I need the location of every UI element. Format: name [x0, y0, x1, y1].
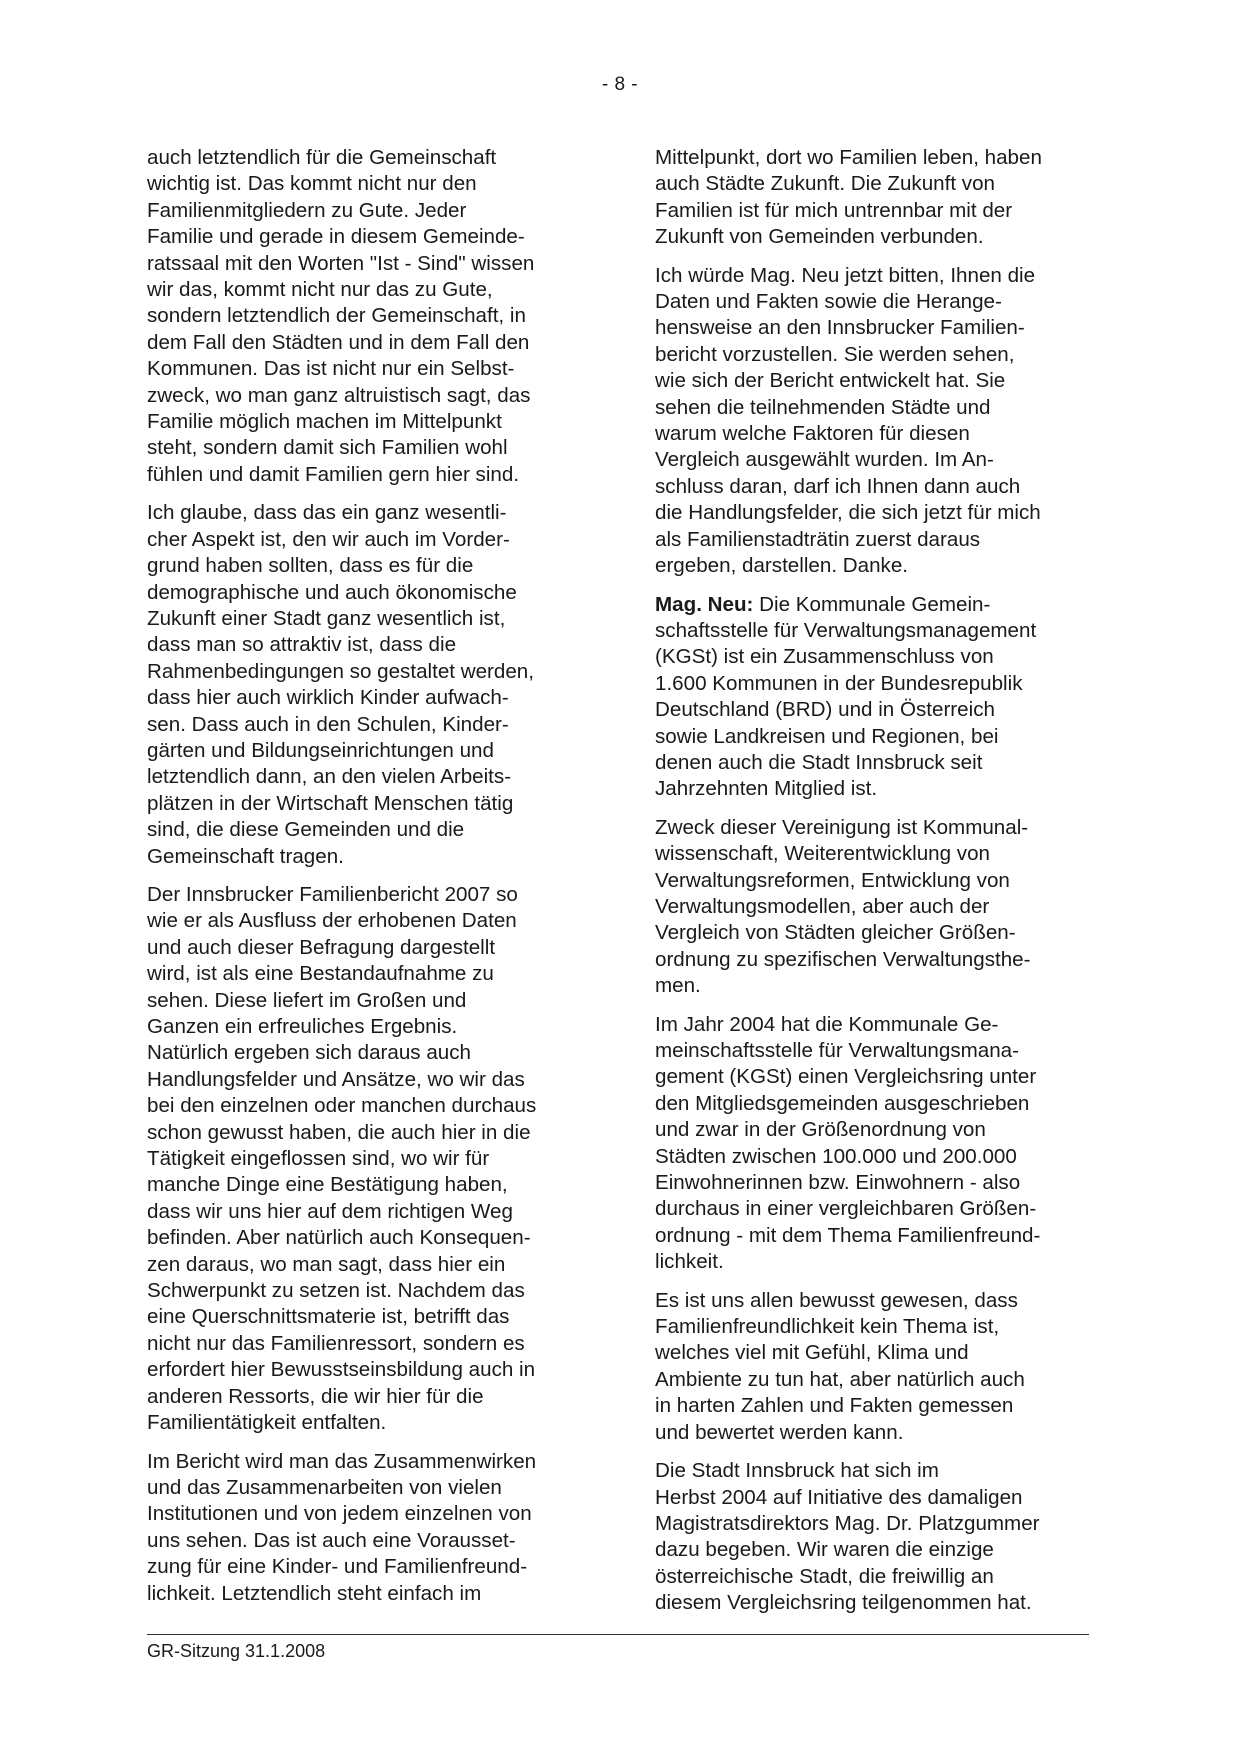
- paragraph: auch letztendlich für die Gemeinschaft wichtig ist. Das kommt nicht nur den Familienmitgliedern zu Gute. Jeder Familie und gerade in diesem Gemeinde- ratssaal mit den Worten "Ist - Sind" wissen wir das, kommt nicht nur das zu Gute, sondern letztendlich der Gemeinschaft, in dem Fall den Städten und in dem Fall den Kommunen. Das ist nicht nur ein Selbst- zweck, wo man ganz altruistisch sagt, das Familie möglich machen im Mittelpunkt steht, sondern damit sich Familien wohl fühlen und damit Familien gern hier sind.: [147, 146, 535, 486]
- right-column: [655, 145, 1100, 1629]
- speaker-paragraph: [655, 592, 1100, 803]
- paragraph: Die Stadt Innsbruck hat sich im Herbst 2004 auf Initiative des damaligen Magistratsdirektors Mag. Dr. Platzgummer dazu begeben. Wir waren die einzige österreichische Stadt, die freiwillig an diesem Vergleichsring teilgenommen hat.: [655, 1459, 1040, 1615]
- footer-text: GR-Sitzung 31.1.2008: [147, 1641, 326, 1661]
- left-column: [147, 145, 592, 1619]
- paragraph: Ich würde Mag. Neu jetzt bitten, Ihnen die Daten und Fakten sowie die Herange- hensweise an den Innsbrucker Familien- bericht vorzustellen. Sie werden sehen, wie sich der Bericht entwickelt hat. Sie sehen die teilnehmenden Städte und warum welche Faktoren für diesen Vergleich ausgewählt wurden. Im An- schluss daran, darf ich Ihnen dann auch die Handlungsfelder, die sich jetzt für mich als Familienstadträtin zuerst daraus ergeben, darstellen. Danke.: [655, 263, 1041, 578]
- paragraph: Mittelpunkt, dort wo Familien leben, haben auch Städte Zukunft. Die Zukunft von Familien ist für mich untrennbar mit der Zukunft von Gemeinden verbunden.: [655, 146, 1042, 249]
- paragraph: Es ist uns allen bewusst gewesen, dass Familienfreundlichkeit kein Thema ist, welches viel mit Gefühl, Klima und Ambiente zu tun hat, aber natürlich auch in harten Zahlen und Fakten gemessen und bewertet werden kann.: [655, 1288, 1025, 1444]
- paragraph: Im Bericht wird man das Zusammenwirken und das Zusammenarbeiten von vielen Institutionen und von jedem einzelnen von uns sehen. Das ist auch eine Vorausset- zung für eine Kinder- und Familienfreund- lichkeit. Letztendlich steht einfach im: [147, 1449, 537, 1605]
- paragraph: Ich glaube, dass das ein ganz wesentli- cher Aspekt ist, den wir auch im Vorder- grund haben sollten, dass es für die demographische und auch ökonomische Zukunft einer Stadt ganz wesentlich ist, dass man so attraktiv ist, dass die Rahmenbedingungen so gestaltet werden, dass hier auch wirklich Kinder aufwach- sen. Dass auch in den Schulen, Kinder- gärten und Bildungseinrichtungen und letztendlich dann, an den vielen Arbeits- plätzen in der Wirtschaft Menschen tätig sind, die diese Gemeinden und die Gemeinschaft tragen.: [147, 501, 534, 868]
- paragraph: Zweck dieser Vereinigung ist Kommunal- wissenschaft, Weiterentwicklung von Verwaltungsreformen, Entwicklung von Verwaltungsmodellen, aber auch der Vergleich von Städten gleicher Größen- ordnung zu spezifischen Verwaltungsthe- men.: [655, 815, 1031, 998]
- page-number: - 8 -: [601, 74, 639, 95]
- paragraph: Im Jahr 2004 hat die Kommunale Ge- meinschaftsstelle für Verwaltungsmana- gement (KGSt) einen Vergleichsring unter den Mitgliedsgemeinden ausgeschrieben und zwar in der Größenordnung von Städten zwischen 100.000 und 200.000 Einwohnerinnen bzw. Einwohnern - also durchaus in einer vergleichbaren Größen- ordnung - mit dem Thema Familienfreund- lichkeit.: [655, 1012, 1041, 1274]
- speaker-name: Mag. Neu:: [655, 592, 754, 616]
- paragraph: Der Innsbrucker Familienbericht 2007 so wie er als Ausfluss der erhobenen Daten und auch dieser Befragung dargestellt wird, ist als eine Bestandaufnahme zu sehen. Diese liefert im Großen und Ganzen ein erfreuliches Ergebnis. Natürlich ergeben sich daraus auch Handlungsfelder und Ansätze, wo wir das bei den einzelnen oder manchen durchaus schon gewusst haben, die auch hier in die Tätigkeit eingeflossen sind, wo wir für manche Dinge eine Bestätigung haben, dass wir uns hier auf dem richtigen Weg befinden. Aber natürlich auch Konsequen- zen daraus, wo man sagt, dass hier ein Schwerpunkt zu setzen ist. Nachdem das eine Querschnittsmaterie ist, betrifft das nicht nur das Familienressort, sondern es erfordert hier Bewusstseinsbildung auch in anderen Ressorts, die wir hier für die Familientätigkeit entfalten.: [147, 882, 537, 1435]
- speaker-text: Die Kommunale Gemein- schaftsstelle für Verwaltungsmanagement (KGSt) ist ein Zusammenschluss von 1.600 Kommunen in der Bundesrepublik Deutschland (BRD) und in Österreich sowie Landkreisen und Regionen, bei denen auch die Stadt Innsbruck seit Jahrzehnten Mitglied ist.: [655, 592, 1037, 801]
- footer-divider: [147, 1634, 1089, 1635]
